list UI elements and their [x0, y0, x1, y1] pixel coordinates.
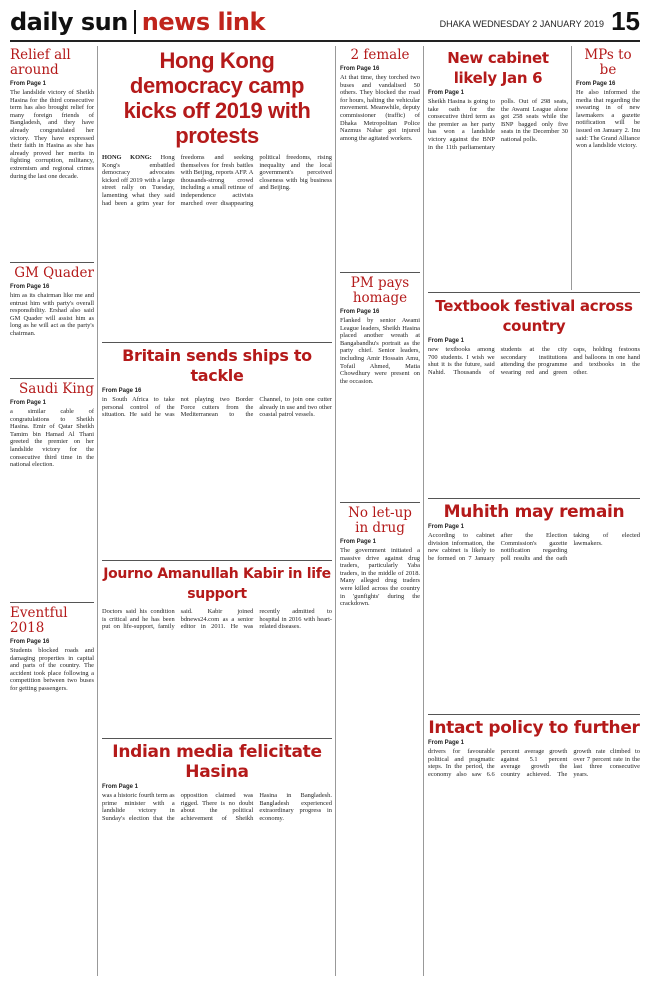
from-britain: From Page 16 — [102, 388, 142, 394]
article-britain — [102, 346, 332, 558]
headline-britain: Britain sends ships to tackle — [122, 346, 312, 385]
article-saudi — [10, 382, 94, 600]
from-pm-pays: From Page 16 — [340, 309, 380, 315]
text-new-cabinet: Sheikh Hasina is going to take oath for the consecutive third term as the premier as her party has won a landslide victory against the BNP in the 11th parliamentary polls. Out of 298 seats, the Awami League alone got 258 seats while the BNP bagged only five seats in the December 30 national polls. — [428, 98, 568, 151]
article-eventful — [10, 606, 94, 976]
article-gm-quader — [10, 266, 94, 376]
article-no-letup — [340, 506, 420, 976]
column-divider — [571, 46, 572, 290]
text-eventful: Students blocked roads and damaging properties in capital and parts of the country. The accident took place following a competition between two buses for getting passengers. — [10, 647, 94, 692]
from-saudi: From Page 1 — [10, 400, 47, 406]
divider — [102, 560, 332, 561]
divider — [340, 272, 420, 273]
headline-intact-policy: Intact policy to further — [428, 718, 640, 738]
headline-hong-kong: Hong Kong democracy camp kicks off 2019 with protests — [123, 48, 311, 148]
text-two-female: At that time, they torched two buses and vandalised 50 others. They blocked the road for hours, halting the vehicular movement. Meanwhile, deputy commissioner (traffic) of Dhaka Metropolitan Police Nazmus Nahar got injured among the agitated workers. — [340, 74, 420, 142]
from-eventful: From Page 16 — [10, 639, 50, 645]
divider — [340, 502, 420, 503]
article-new-cabinet — [428, 48, 568, 290]
text-gm-quader: him as its chairman like me and entrust him with party's overall responsibility. Ershad also said GM Quader will assist him as long as he will act as the party's chairman. — [10, 292, 94, 337]
dateline-hong-kong: HONG KONG: — [102, 154, 152, 161]
divider — [102, 342, 332, 343]
article-intact-policy — [428, 718, 640, 976]
article-mps — [576, 48, 640, 290]
column-divider — [335, 46, 336, 976]
text-saudi: a similar cable of congratulations to Sheikh Hasina. Emir of Qatar Sheikh Tamim bin Hamad Al Thani greeted the premier on her landslide victory for the consecutive third time in the national election. — [10, 408, 94, 469]
article-india — [102, 742, 332, 976]
column-divider — [97, 46, 98, 976]
article-muhith — [428, 502, 640, 712]
divider — [10, 602, 94, 603]
masthead-rule — [10, 40, 640, 42]
from-new-cabinet: From Page 1 — [428, 90, 465, 96]
headline-saudi: Saudi King — [19, 382, 94, 397]
headline-new-cabinet: New cabinet likely Jan 6 — [447, 49, 549, 87]
text-textbook: new textbooks among 700 students. I wish we shut it is the future, said Nahid. Thousands of students at the city secondary institutions attending the programme wearing red and green caps, holding festoons and balloons in one hand and textbooks in the other. — [428, 346, 640, 376]
text-intact-policy: drivers for favourable political and pragmatic steps. In the period, the economy also saw 6.6 percent average growth against 5.1 percent average growth the country achieved. The growth rate climbed to over 7 percent rate in the last three consecutive years. — [428, 748, 640, 778]
headline-two-female: 2 female — [350, 48, 410, 63]
from-intact-policy: From Page 1 — [428, 740, 465, 746]
masthead — [10, 6, 640, 40]
divider — [102, 738, 332, 739]
page-number: 15 — [611, 6, 640, 36]
column-divider — [423, 46, 424, 976]
article-relief — [10, 48, 94, 260]
text-mps: He also informed the media that regarding the swearing in of new lawmakers a gazette notification will be issued on January 2. Inu said: The Grand Alliance won a landslide victory. — [576, 89, 640, 150]
text-hong-kong — [102, 154, 332, 344]
from-mps: From Page 16 — [576, 81, 616, 87]
headline-textbook: Textbook festival across country — [435, 297, 633, 335]
text-relief: The landslide victory of Sheikh Hasina for the third consecutive term has also brought relief for many foreign friends of Bangladesh, and they have already congratulated her victory. They have expressed their faith in Hasina as she has already proved her merits in fighting corruption, militancy, extremism and regional crimes during the last one decade. — [10, 89, 94, 180]
headline-mps: MPs to be — [584, 48, 632, 78]
article-two-female — [340, 48, 420, 270]
text-hong-kong-body: Hong Kong's embattled democracy advocates kicked off 2019 with a large street rally on Tuesday, lamenting what they said had been a grim year for freedoms and seeking themselves for fresh battles with Beijing, reports AFP. A thousands-strong crowd including a small retinue of independence activists marched over disappearing political freedoms, rising inequality and the local government's perceived closeness with big business and Beijing. — [102, 154, 332, 207]
headline-relief: Relief all around — [10, 48, 71, 78]
text-no-letup: The government initiated a massive drive against drug traders, particularly Yaba traders, in the middle of 2018. Many alleged drug traders were killed across the country in 'gunfights' during the crackdown. — [340, 547, 420, 608]
article-textbook — [428, 296, 640, 496]
article-journo — [102, 564, 332, 736]
divider — [428, 714, 640, 715]
headline-pm-pays: PM pays homage — [350, 276, 410, 306]
article-hong-kong — [102, 48, 332, 344]
divider — [428, 498, 640, 499]
headline-eventful: Eventful 2018 — [10, 606, 68, 636]
from-gm-quader: From Page 16 — [10, 284, 50, 290]
from-relief: From Page 1 — [10, 81, 47, 87]
text-britain: in South Africa to take personal control of the situation. He said he was not playing two Border Force cutters from the Mediterranean to the Channel, to join one cutter already in use and two other coastal patrol vessels. — [102, 396, 332, 419]
headline-india: Indian media felicitate Hasina — [112, 742, 322, 782]
from-no-letup: From Page 1 — [340, 539, 377, 545]
divider — [10, 378, 94, 379]
divider — [428, 292, 640, 293]
text-muhith: According to cabinet division information, the new cabinet is likely to be formed on 7 January after the Election Commission's gazette notification regarding poll results and the oath taking of elected lawmakers. — [428, 532, 640, 562]
text-journo: Doctors said his condition is critical and he has been put on life-support, family said. Kabir joined bdnews24.com as a senior editor in 2011. He was recently admitted to hospital in 2016 with heart-related diseases. — [102, 608, 332, 631]
article-pm-pays — [340, 276, 420, 500]
text-pm-pays: Flanked by senior Awami League leaders, Sheikh Hasina placed another wreath at Bangabandhu's portrait as the party chief. Senior leaders, including Amir Hossain Amu, Tofail Ahmed, Matia Chowdhury were present on the occasion. — [340, 317, 420, 385]
dateline: DHAKA WEDNESDAY 2 JANUARY 2019 — [439, 19, 604, 29]
from-india: From Page 1 — [102, 784, 139, 790]
headline-journo: Journo Amanullah Kabir in life support — [103, 566, 331, 602]
section-title: news link — [141, 8, 265, 36]
brand-logo — [10, 8, 265, 36]
from-textbook: From Page 1 — [428, 338, 465, 344]
from-two-female: From Page 16 — [340, 66, 380, 72]
text-india: was a historic fourth term as prime minister with a landslide victory in Sunday's election that the opposition claimed was rigged. There is no doubt about the political achievement of Sheikh Hasina in Bangladesh. Bangladesh experienced extraordinary progress in economy. — [102, 792, 332, 822]
headline-no-letup: No let-up in drug — [348, 506, 412, 536]
from-muhith: From Page 1 — [428, 524, 465, 530]
divider — [10, 262, 94, 263]
brand-name: daily sun — [10, 8, 128, 36]
headline-gm-quader: GM Quader — [14, 266, 94, 281]
headline-muhith: Muhith may remain — [443, 502, 625, 522]
